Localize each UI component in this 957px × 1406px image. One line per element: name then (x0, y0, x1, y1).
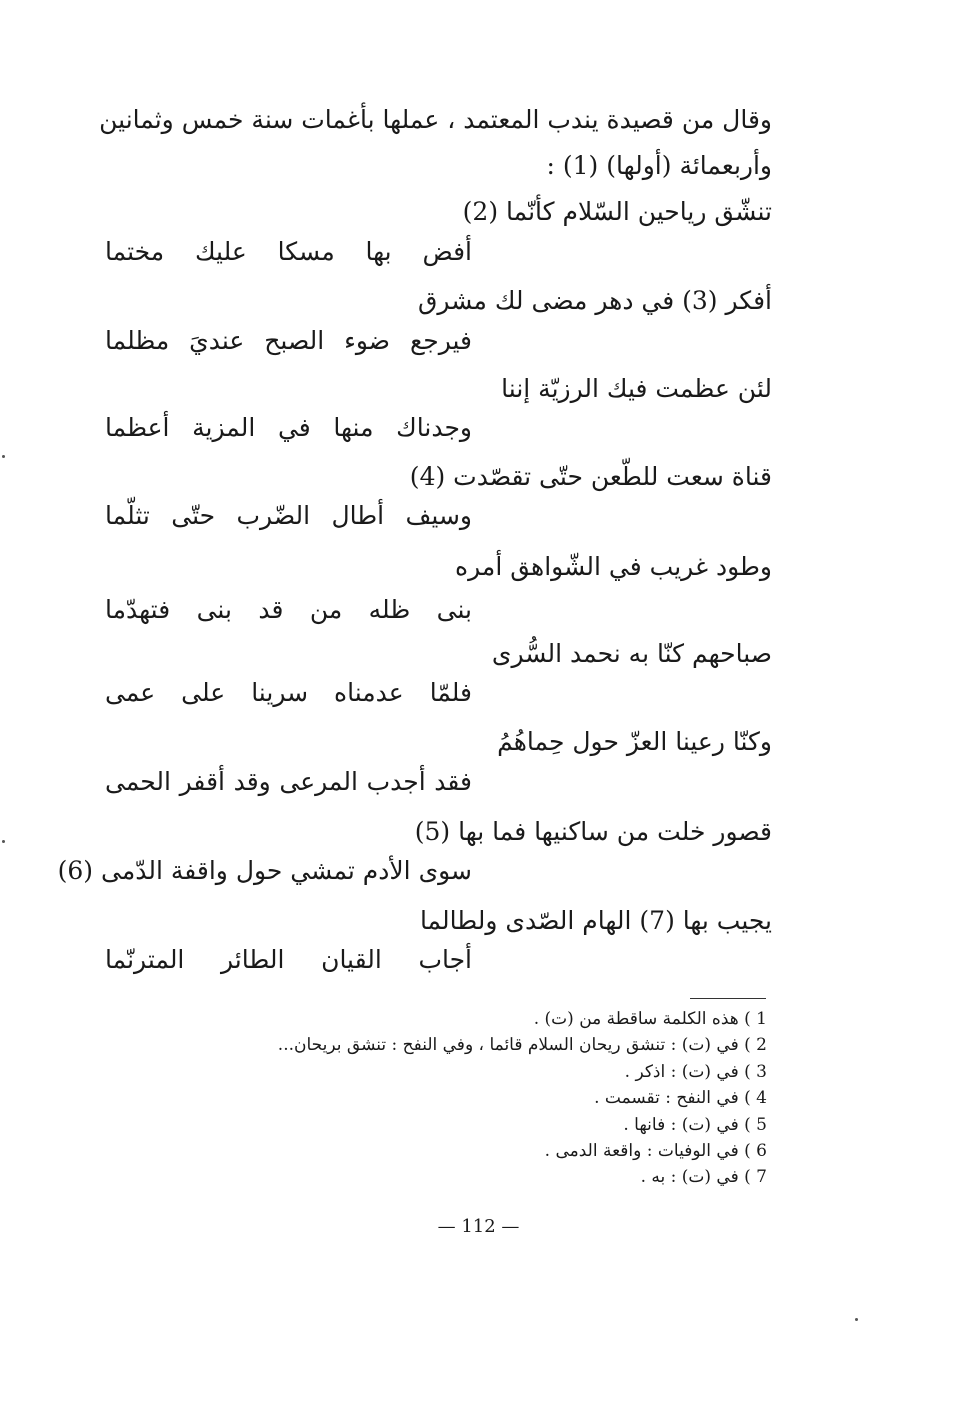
scan-speck (2, 455, 5, 458)
footnote-4: 4 ) في النفح : تقسمت . (594, 1088, 767, 1108)
verse-5-second-hemistich: بنى ظله من قد بنى فتهدّما (105, 595, 472, 624)
verse-2-first-hemistich: أفكر (3) في دهر مضى لك مشرق (418, 286, 772, 315)
verse-3-first-hemistich: لئن عظمت فيك الرزيّة إننا (501, 374, 772, 403)
scan-speck (2, 840, 5, 843)
verse-4-first-hemistich: قناة سعت للطّعن حتّى تقصّدت (4) (409, 462, 772, 491)
verse-1-first-hemistich: تنشّق رياحين السّلام كأنّما (2) (462, 197, 772, 226)
footnote-3: 3 ) في (ت) : اذكر . (624, 1062, 767, 1082)
verse-9-second-hemistich: أجاب القيان الطائر المترنّما (105, 945, 472, 974)
verse-2-second-hemistich: فيرجع ضوء الصبح عنديَ مظلما (105, 326, 472, 355)
footnote-5: 5 ) في (ت) : فانها . (623, 1115, 767, 1135)
verse-1-second-hemistich: أفض بها مسكا عليك مختما (105, 237, 472, 266)
intro-line-2: وأربعمائة (أولها) (1) : (546, 151, 772, 180)
intro-line-1: وقال من قصيدة يندب المعتمد ، عملها بأغمات سنة خمس وثمانين (99, 105, 772, 134)
footnote-7: 7 ) في (ت) : به . (640, 1167, 767, 1187)
verse-5-first-hemistich: وطود غريب في الشّواهق أمره (455, 552, 772, 581)
verse-6-second-hemistich: فلمّا عدمناه سرينا على عمى (105, 678, 472, 707)
verse-8-second-hemistich: سوى الأدم تمشي حول واقفة الدّمى (6) (57, 856, 472, 885)
verse-4-second-hemistich: وسيف أطال الضّرب حتّى تثلّما (105, 501, 472, 530)
footnote-6: 6 ) في الوفيات : واقعة الدمى . (544, 1141, 767, 1161)
verse-7-second-hemistich: فقد أجدب المرعى وقد أقفر الحمى (105, 767, 472, 796)
scan-speck (855, 1318, 858, 1321)
verse-9-first-hemistich: يجيب بها (7) الهام الصّدى ولطالما (419, 906, 772, 935)
footnote-2: 2 ) في (ت) : تنشق ريحان السلام قائما ، وفي النفح : تنشق بريحان... (277, 1035, 767, 1055)
verse-3-second-hemistich: وجدناك منها في المزية أعظما (105, 413, 472, 442)
page-number: — 112 — (437, 1216, 520, 1237)
verse-8-first-hemistich: قصور خلت من ساكنيها فما بها (5) (414, 817, 772, 846)
footnote-1: 1 ) هذه الكلمة ساقطة من (ت) . (533, 1009, 767, 1029)
verse-6-first-hemistich: صباحهم كنّا به نحمد السُّرى (491, 639, 772, 668)
verse-7-first-hemistich: وكنّا رعينا العزّ حول حِماهُمُ (497, 727, 772, 756)
footnote-separator (690, 998, 766, 999)
